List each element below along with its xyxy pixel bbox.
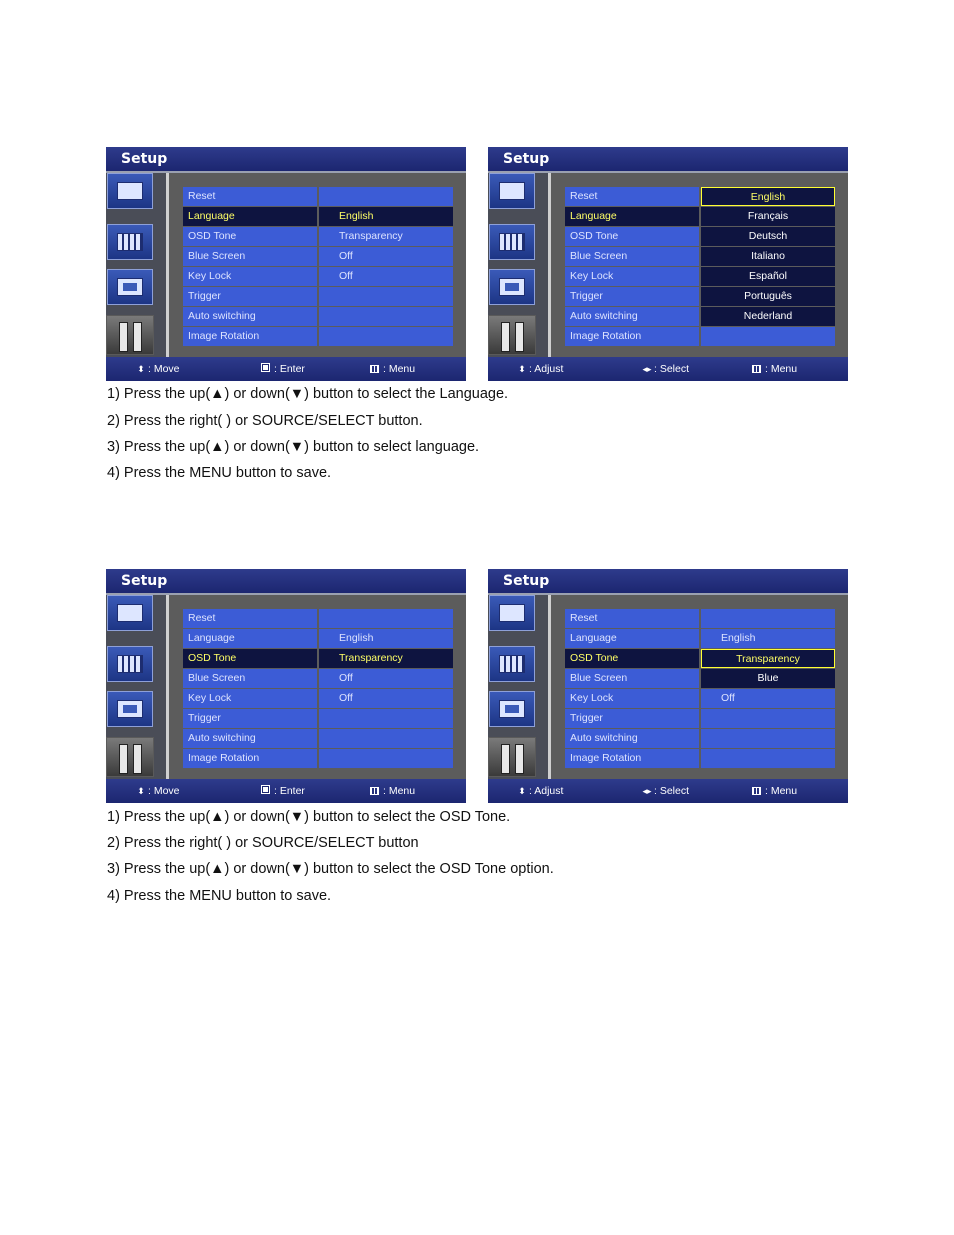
footer-enter: : Enter [261,785,305,797]
osd-menu-row[interactable] [183,307,453,327]
osd-menu-value: Off [701,689,835,708]
osd-menu-value [701,709,835,728]
osd-menu-row[interactable] [183,267,453,287]
osd-menu-label: Blue Screen [183,669,317,688]
osd-menu-label: Reset [565,187,699,206]
osd-menu-row[interactable] [565,749,835,769]
osd-menu-value [319,609,453,628]
osd-menu-row[interactable] [565,689,835,709]
footer-adjust: ⬍ : Adjust [518,785,564,797]
osd-menu-row[interactable] [183,609,453,629]
osd-menu-value [319,729,453,748]
osd-title: Setup [488,147,848,171]
osd-menu-row[interactable] [183,187,453,207]
osd-menu-label: Language [565,207,699,226]
osd-menu-label: Auto switching [565,729,699,748]
osd-menu-row[interactable] [565,327,835,347]
menu-button-icon [370,365,379,373]
osd-menu-value [319,749,453,768]
osd-menu-value: Off [319,669,453,688]
tools-icon[interactable] [106,315,154,355]
osd-footer [488,779,848,803]
osd-menu-list [565,609,835,769]
film-icon[interactable] [107,224,153,260]
osd-setup-screen [106,569,466,803]
osd-setup-screen [488,569,848,803]
picture-icon[interactable] [489,691,535,727]
footer-menu: : Menu [370,785,415,797]
menu-button-icon [370,787,379,795]
osd-menu-label: OSD Tone [183,649,317,668]
osd-menu-value [701,609,835,628]
osd-menu-value [319,307,453,326]
osd-menu-row[interactable] [565,287,835,307]
osd-menu-label: Key Lock [183,689,317,708]
step-2-osd-tone: 2) Press the right( ) or SOURCE/SELECT button [107,835,419,851]
osd-menu-value [319,327,453,346]
menu-button-icon [752,787,761,795]
osd-menu-value: Off [319,267,453,286]
osd-footer [488,357,848,381]
enter-button-icon [261,785,270,794]
osd-menu-row[interactable] [565,649,835,669]
osd-menu-value: English [319,629,453,648]
osd-option[interactable]: Italiano [701,247,835,266]
osd-menu-value: Off [319,247,453,266]
osd-menu-value [319,287,453,306]
step-4-osd-tone: 4) Press the MENU button to save. [107,888,332,904]
osd-menu-row[interactable] [183,247,453,267]
osd-menu-row[interactable] [565,247,835,267]
osd-menu-row[interactable] [565,267,835,287]
osd-menu-label: OSD Tone [565,227,699,246]
osd-option[interactable]: Français [701,207,835,226]
up-down-arrow-icon: ⬍ [137,786,145,796]
osd-menu-label: Trigger [565,287,699,306]
film-icon[interactable] [489,646,535,682]
picture-icon[interactable] [107,691,153,727]
osd-menu-label: Image Rotation [183,749,317,768]
picture-icon[interactable] [107,269,153,305]
osd-menu-row[interactable] [183,629,453,649]
step-3-language: 3) Press the up(▲) or down(▼) button to select language. [107,439,480,455]
osd-menu-value: English [701,629,835,648]
osd-menu-label: Image Rotation [183,327,317,346]
step-4-language: 4) Press the MENU button to save. [107,465,332,481]
osd-menu-row[interactable] [183,709,453,729]
step-1-osd-tone: 1) Press the up(▲) or down(▼) button to select the OSD Tone. [107,809,511,825]
footer-menu: : Menu [752,785,797,797]
osd-menu-label: Trigger [565,709,699,728]
osd-footer [106,779,466,803]
osd-setup-screen [488,147,848,381]
osd-menu-label: Blue Screen [565,669,699,688]
osd-option[interactable]: Português [701,287,835,306]
tools-icon[interactable] [488,737,536,777]
osd-menu-row[interactable] [565,729,835,749]
osd-category-column [488,595,548,779]
osd-menu-value [319,187,453,206]
osd-title: Setup [106,147,466,171]
osd-menu-label: OSD Tone [565,649,699,668]
osd-menu-row[interactable] [565,629,835,649]
osd-menu-label: Blue Screen [565,247,699,266]
osd-option[interactable]: English [701,187,835,206]
osd-menu-label: Auto switching [565,307,699,326]
osd-menu-row[interactable] [565,669,835,689]
osd-option[interactable]: Blue [701,669,835,688]
step-3-osd-tone: 3) Press the up(▲) or down(▼) button to select the OSD Tone option. [107,861,554,877]
footer-menu: : Menu [752,363,797,375]
osd-menu-label: OSD Tone [183,227,317,246]
osd-menu-row[interactable] [183,207,453,227]
osd-menu-row[interactable] [565,307,835,327]
film-icon[interactable] [489,224,535,260]
osd-menu-row[interactable] [183,327,453,347]
picture-icon[interactable] [489,269,535,305]
osd-menu-label: Language [183,207,317,226]
left-right-arrow-icon: ◂▸ [642,364,652,374]
osd-category-column [106,173,166,357]
up-down-arrow-icon: ⬍ [518,364,526,374]
monitor-icon[interactable] [489,595,535,631]
monitor-icon[interactable] [489,173,535,209]
osd-option[interactable]: Nederland [701,307,835,326]
monitor-icon[interactable] [107,595,153,631]
osd-menu-row[interactable] [183,729,453,749]
osd-setup-screen [106,147,466,381]
step-2-language: 2) Press the right( ) or SOURCE/SELECT button. [107,413,423,429]
footer-enter: : Enter [261,363,305,375]
osd-menu-label: Trigger [183,287,317,306]
osd-menu-label: Reset [183,609,317,628]
osd-menu-row[interactable] [183,227,453,247]
osd-menu-label: Auto switching [183,307,317,326]
osd-title: Setup [488,569,848,593]
osd-menu-value: Off [319,689,453,708]
osd-menu-list [183,187,453,347]
osd-menu-label: Image Rotation [565,749,699,768]
osd-menu-row[interactable] [565,187,835,207]
osd-menu-row[interactable] [565,227,835,247]
osd-menu-row[interactable] [183,649,453,669]
tools-icon[interactable] [488,315,536,355]
osd-menu-value [701,749,835,768]
step-1-language: 1) Press the up(▲) or down(▼) button to select the Language. [107,386,509,402]
osd-menu-value [319,709,453,728]
osd-menu-label: Auto switching [183,729,317,748]
footer-select: ◂▸ : Select [642,363,690,375]
up-down-arrow-icon: ⬍ [137,364,145,374]
osd-menu-label: Reset [183,187,317,206]
osd-menu-label: Language [565,629,699,648]
osd-menu-value [701,729,835,748]
enter-button-icon [261,363,270,372]
osd-menu-label: Key Lock [565,689,699,708]
up-down-arrow-icon: ⬍ [518,786,526,796]
osd-menu-value: English [319,207,453,226]
osd-category-column [106,595,166,779]
osd-menu-value: Transparency [319,227,453,246]
footer-move: ⬍ : Move [137,363,180,375]
osd-footer [106,357,466,381]
footer-adjust: ⬍ : Adjust [518,363,564,375]
film-icon[interactable] [107,646,153,682]
osd-menu-value: Transparency [319,649,453,668]
left-right-arrow-icon: ◂▸ [642,786,652,796]
osd-menu-row[interactable] [565,609,835,629]
osd-menu-row[interactable] [183,749,453,769]
osd-menu-label: Key Lock [183,267,317,286]
osd-menu-list [565,187,835,347]
osd-option[interactable]: Deutsch [701,227,835,246]
osd-option-empty [701,327,835,346]
osd-menu-row[interactable] [565,709,835,729]
osd-menu-label: Image Rotation [565,327,699,346]
osd-menu-row[interactable] [183,287,453,307]
footer-select: ◂▸ : Select [642,785,690,797]
footer-menu: : Menu [370,363,415,375]
menu-button-icon [752,365,761,373]
osd-title: Setup [106,569,466,593]
osd-menu-row[interactable] [183,669,453,689]
osd-menu-label: Reset [565,609,699,628]
osd-menu-list [183,609,453,769]
footer-move: ⬍ : Move [137,785,180,797]
osd-menu-label: Blue Screen [183,247,317,266]
monitor-icon[interactable] [107,173,153,209]
osd-category-column [488,173,548,357]
osd-menu-row[interactable] [183,689,453,709]
osd-menu-row[interactable] [565,207,835,227]
osd-menu-label: Key Lock [565,267,699,286]
osd-option[interactable]: Español [701,267,835,286]
tools-icon[interactable] [106,737,154,777]
osd-menu-label: Language [183,629,317,648]
osd-option[interactable]: Transparency [701,649,835,668]
osd-menu-label: Trigger [183,709,317,728]
